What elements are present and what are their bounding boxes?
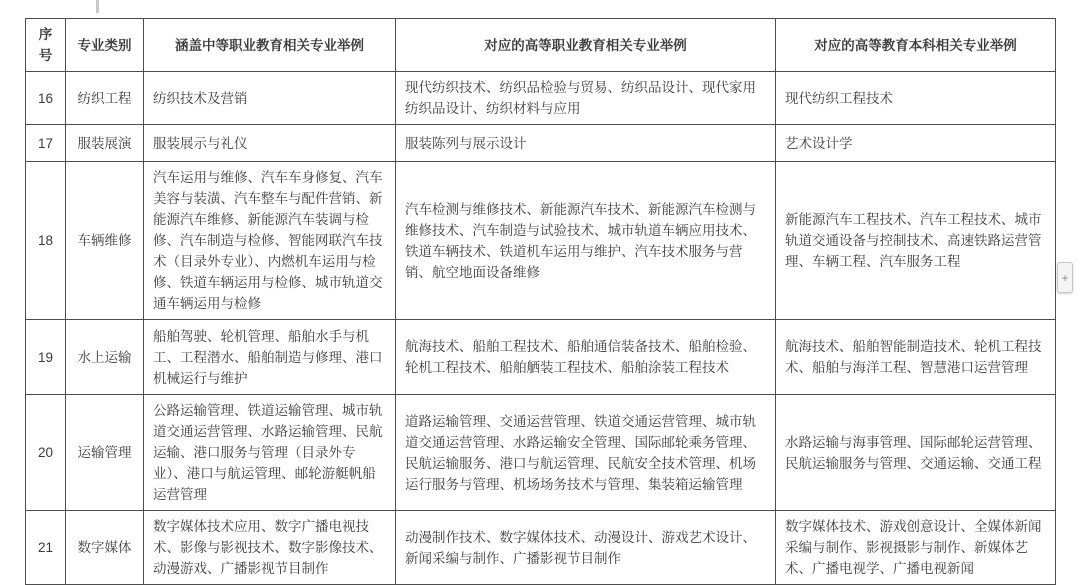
header-row bbox=[26, 19, 1056, 72]
table-row bbox=[26, 125, 1056, 162]
cell-secondary-vocational: 汽车运用与维修、汽车车身修复、汽车美容与装潢、汽车整车与配件营销、新能源汽车维修、新能源汽车装调与检修、汽车制造与检修、智能网联汽车技术（目录外专业）、内燃机车运用与检修、铁道车辆运用与检修、城市轨道交通车辆运用与检修 bbox=[144, 162, 396, 320]
cell-secondary-vocational: 公路运输管理、铁道运输管理、城市轨道交通运营管理、水路运输管理、民航运输、港口服务与管理（目录外专业）、港口与航运管理、邮轮游艇帆船运营管理 bbox=[144, 395, 396, 511]
plus-icon: + bbox=[1061, 270, 1069, 285]
cell-secondary-vocational: 船舶驾驶、轮机管理、船舶水手与机工、工程潜水、船舶制造与修理、港口机械运行与维护 bbox=[144, 320, 396, 395]
cell-undergraduate: 艺术设计学 bbox=[776, 125, 1056, 162]
cell-undergraduate: 水路运输与海事管理、国际邮轮运营管理、民航运输服务与管理、交通运输、交通工程 bbox=[776, 395, 1056, 511]
cell-secondary-vocational: 纺织技术及营销 bbox=[144, 72, 396, 125]
cell-undergraduate: 航海技术、船舶智能制造技术、轮机工程技术、船舶与海洋工程、智慧港口运营管理 bbox=[776, 320, 1056, 395]
table-row bbox=[26, 162, 1056, 320]
cell-category: 水上运输 bbox=[66, 320, 144, 395]
column-header-higher-vocational: 对应的高等职业教育相关专业举例 bbox=[396, 19, 776, 72]
table-body bbox=[26, 72, 1056, 585]
cell-undergraduate: 现代纺织工程技术 bbox=[776, 72, 1056, 125]
cell-category: 纺织工程 bbox=[66, 72, 144, 125]
table-row bbox=[26, 72, 1056, 125]
cell-no: 19 bbox=[26, 320, 66, 395]
majors-table-container bbox=[25, 18, 1055, 585]
table-row bbox=[26, 511, 1056, 585]
cell-higher-vocational: 道路运输管理、交通运营管理、铁道交通运营管理、城市轨道交通运营管理、水路运输安全管理、国际邮轮乘务管理、民航运输服务、港口与航运管理、民航安全技术管理、机场运行服务与管理、机场场务技术与管理、集装箱运输管理 bbox=[396, 395, 776, 511]
cell-no: 20 bbox=[26, 395, 66, 511]
cell-no: 21 bbox=[26, 511, 66, 585]
table-header bbox=[26, 19, 1056, 72]
cell-secondary-vocational: 服装展示与礼仪 bbox=[144, 125, 396, 162]
cell-higher-vocational: 汽车检测与维修技术、新能源汽车技术、新能源汽车检测与维修技术、汽车制造与试验技术、城市轨道车辆应用技术、铁道车辆技术、铁道机车运用与维护、汽车技术服务与营销、航空地面设备维修 bbox=[396, 162, 776, 320]
cell-higher-vocational: 现代纺织技术、纺织品检验与贸易、纺织品设计、现代家用纺织品设计、纺织材料与应用 bbox=[396, 72, 776, 125]
page-margin-mark bbox=[96, 0, 99, 13]
majors-table bbox=[25, 18, 1056, 585]
cell-higher-vocational: 动漫制作技术、数字媒体技术、动漫设计、游戏艺术设计、新闻采编与制作、广播影视节目制作 bbox=[396, 511, 776, 585]
cell-no: 18 bbox=[26, 162, 66, 320]
cell-secondary-vocational: 数字媒体技术应用、数字广播电视技术、影像与影视技术、数字影像技术、动漫游戏、广播影视节目制作 bbox=[144, 511, 396, 585]
column-header-secondary-vocational: 涵盖中等职业教育相关专业举例 bbox=[144, 19, 396, 72]
table-row bbox=[26, 320, 1056, 395]
cell-category: 运输管理 bbox=[66, 395, 144, 511]
column-header-no: 序号 bbox=[26, 19, 66, 72]
cell-category: 车辆维修 bbox=[66, 162, 144, 320]
cell-no: 17 bbox=[26, 125, 66, 162]
expand-button[interactable] bbox=[1057, 262, 1073, 293]
cell-higher-vocational: 航海技术、船舶工程技术、船舶通信装备技术、船舶检验、轮机工程技术、船舶舾装工程技术、船舶涂装工程技术 bbox=[396, 320, 776, 395]
cell-category: 数字媒体 bbox=[66, 511, 144, 585]
table-row bbox=[26, 395, 1056, 511]
cell-undergraduate: 新能源汽车工程技术、汽车工程技术、城市轨道交通设备与控制技术、高速铁路运营管理、车辆工程、汽车服务工程 bbox=[776, 162, 1056, 320]
cell-undergraduate: 数字媒体技术、游戏创意设计、全媒体新闻采编与制作、影视摄影与制作、新媒体艺术、广播电视学、广播电视新闻 bbox=[776, 511, 1056, 585]
column-header-undergraduate: 对应的高等教育本科相关专业举例 bbox=[776, 19, 1056, 72]
column-header-category: 专业类别 bbox=[66, 19, 144, 72]
cell-no: 16 bbox=[26, 72, 66, 125]
cell-category: 服装展演 bbox=[66, 125, 144, 162]
cell-higher-vocational: 服装陈列与展示设计 bbox=[396, 125, 776, 162]
